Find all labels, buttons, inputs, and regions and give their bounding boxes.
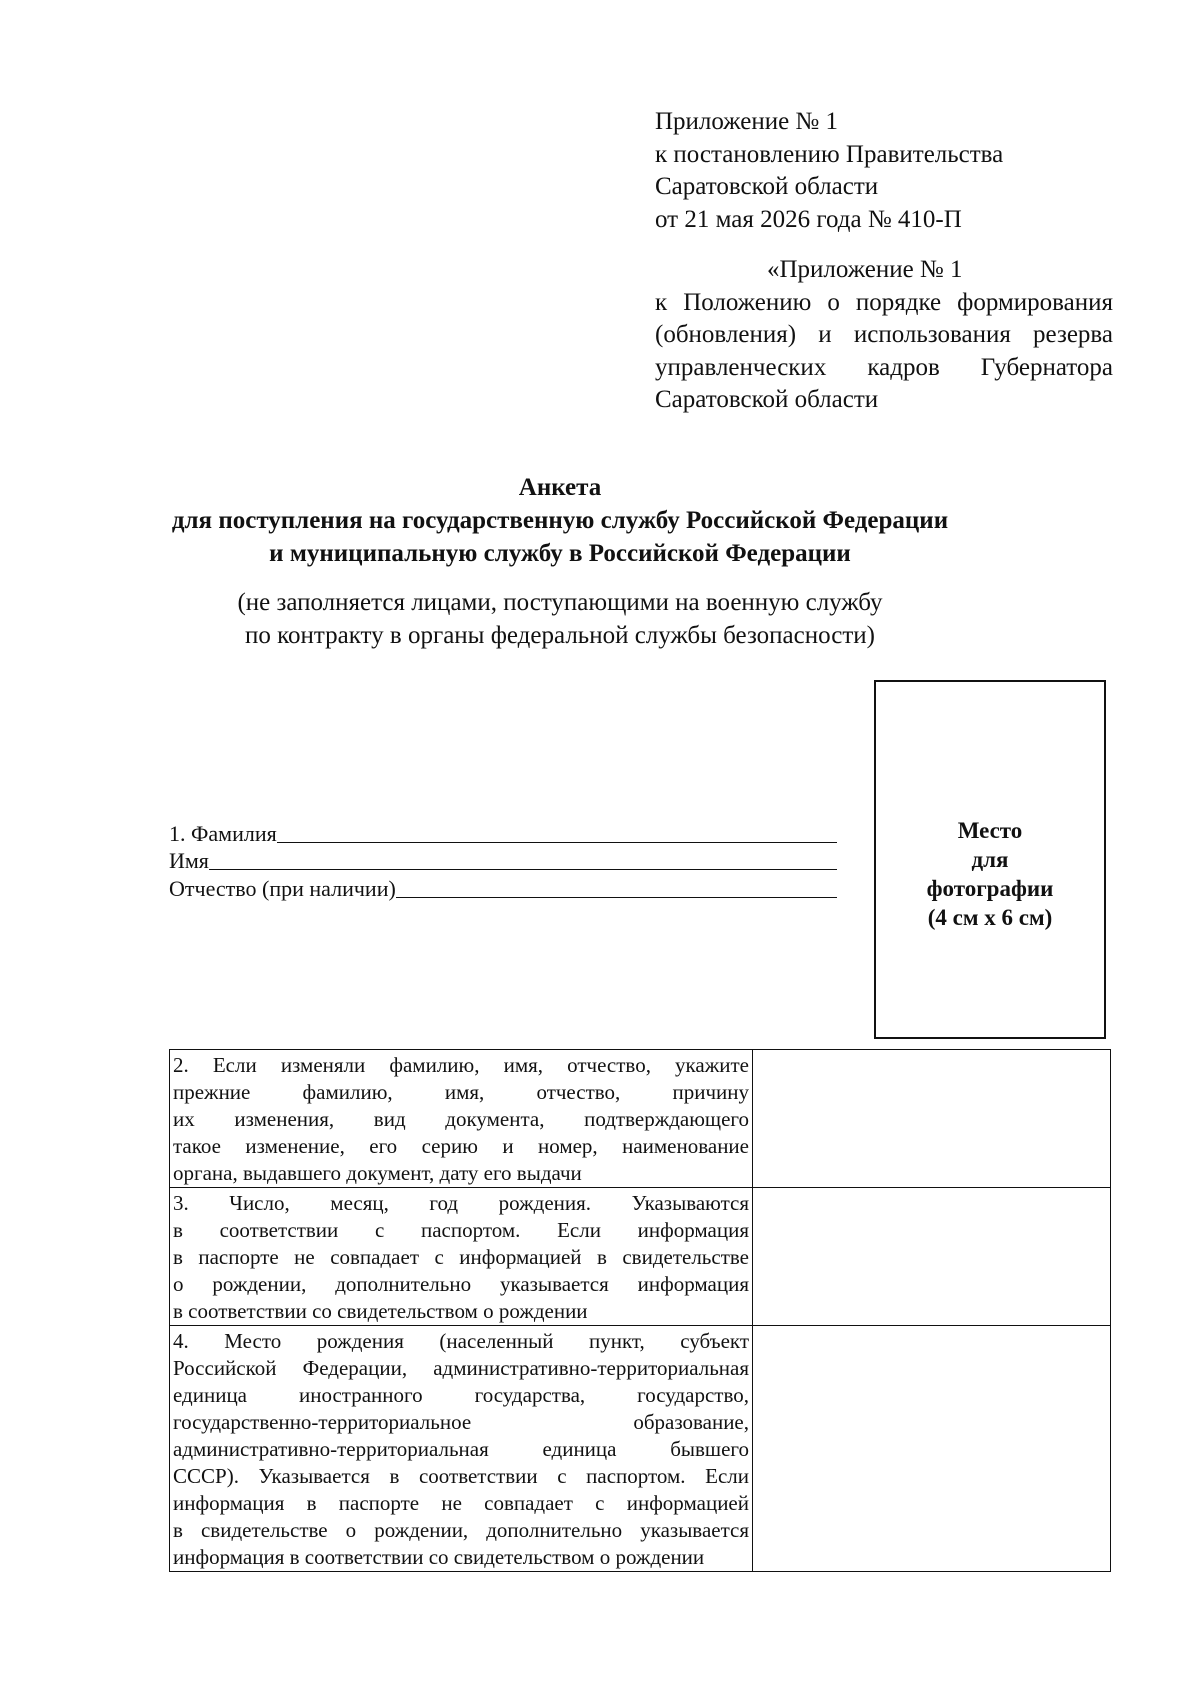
annex-inner-line: управленческих кадров Губернатора bbox=[655, 353, 1113, 381]
question-line: их изменения, вид документа, подтверждающего bbox=[173, 1107, 749, 1131]
question-line: информация в паспорте не совпадает с информацией bbox=[173, 1491, 749, 1515]
annex-inner-line: (обновления) и использования резерва bbox=[655, 321, 1113, 348]
form-subtitle-line: (не заполняется лицами, поступающими на военную службу bbox=[237, 589, 883, 616]
question-cell bbox=[170, 1050, 753, 1188]
patronymic-input-line[interactable] bbox=[396, 877, 837, 898]
form-title bbox=[160, 471, 960, 570]
question-line: такое изменение, его серию и номер, наименование bbox=[173, 1134, 749, 1158]
form-title-line: Анкета bbox=[518, 474, 602, 501]
annex-line: от 21 мая 2026 года № 410-П bbox=[655, 205, 962, 233]
form-subtitle bbox=[160, 586, 960, 652]
question-line: в свидетельстве о рождении, дополнительно указывается bbox=[173, 1518, 749, 1542]
annex-inner-line: к Положению о порядке формирования bbox=[655, 288, 1113, 316]
form-title-line: для поступления на государственную службу Российской Федерации bbox=[171, 507, 949, 534]
question-line: в соответствии с паспортом. Если информация bbox=[173, 1218, 749, 1242]
annex-line: Приложение № 1 bbox=[655, 108, 839, 135]
surname-field[interactable] bbox=[169, 821, 837, 847]
photo-label-line: фотографии bbox=[926, 876, 1054, 901]
question-line: в соответствии со свидетельством о рождении bbox=[173, 1299, 588, 1323]
name-field[interactable] bbox=[169, 848, 837, 874]
question-line: в паспорте не совпадает с информацией в свидетельстве bbox=[173, 1245, 749, 1269]
annex-inner-reference bbox=[655, 254, 1113, 417]
annex-line: к постановлению Правительства bbox=[655, 140, 1004, 168]
question-cell bbox=[170, 1188, 753, 1326]
answer-cell[interactable] bbox=[753, 1050, 1111, 1188]
question-line: органа, выдавшего документ, дату его выдачи bbox=[173, 1161, 582, 1185]
answer-cell[interactable] bbox=[753, 1326, 1111, 1572]
question-line: государственно-территориальное образование, bbox=[173, 1410, 749, 1434]
surname-label: 1. Фамилия bbox=[169, 821, 277, 846]
question-line: прежние фамилию, имя, отчество, причину bbox=[173, 1080, 749, 1104]
photo-label-line: (4 см х 6 см) bbox=[927, 905, 1053, 930]
question-line: о рождении, дополнительно указывается информация bbox=[173, 1272, 749, 1296]
photo-label-line: для bbox=[971, 847, 1009, 872]
patronymic-label: Отчество (при наличии) bbox=[169, 876, 396, 901]
table-row bbox=[170, 1050, 1111, 1188]
question-line: СССР). Указывается в соответствии с паспортом. Если bbox=[173, 1464, 749, 1488]
question-line: 3. Число, месяц, год рождения. Указываются bbox=[173, 1191, 749, 1215]
photo-placeholder bbox=[874, 680, 1106, 1039]
question-line: 4. Место рождения (населенный пункт, субъект bbox=[173, 1329, 749, 1353]
questionnaire-table bbox=[169, 1049, 1111, 1572]
annex-inner-line: Саратовской области bbox=[655, 386, 879, 413]
patronymic-field[interactable] bbox=[169, 876, 837, 902]
annex-inner-line: «Приложение № 1 bbox=[767, 256, 963, 283]
question-line: информация в соответствии со свидетельством о рождении bbox=[173, 1545, 705, 1569]
question-line: Российской Федерации, административно-территориальная bbox=[173, 1356, 749, 1380]
question-cell bbox=[170, 1326, 753, 1572]
question-line: 2. Если изменяли фамилию, имя, отчество, укажите bbox=[173, 1053, 749, 1077]
table-row bbox=[170, 1188, 1111, 1326]
name-label: Имя bbox=[169, 848, 209, 873]
table-row bbox=[170, 1326, 1111, 1572]
name-input-line[interactable] bbox=[209, 849, 837, 870]
surname-input-line[interactable] bbox=[277, 822, 837, 843]
annex-line: Саратовской области bbox=[655, 173, 879, 200]
form-title-line: и муниципальную службу в Российской Федерации bbox=[269, 540, 851, 567]
photo-label-line: Место bbox=[957, 818, 1023, 843]
answer-cell[interactable] bbox=[753, 1188, 1111, 1326]
question-line: административно-территориальная единица бывшего bbox=[173, 1437, 749, 1461]
question-line: единица иностранного государства, государство, bbox=[173, 1383, 749, 1407]
photo-placeholder-label bbox=[876, 816, 1104, 932]
annex-reference bbox=[655, 106, 1115, 236]
form-subtitle-line: по контракту в органы федеральной службы безопасности) bbox=[245, 622, 875, 649]
